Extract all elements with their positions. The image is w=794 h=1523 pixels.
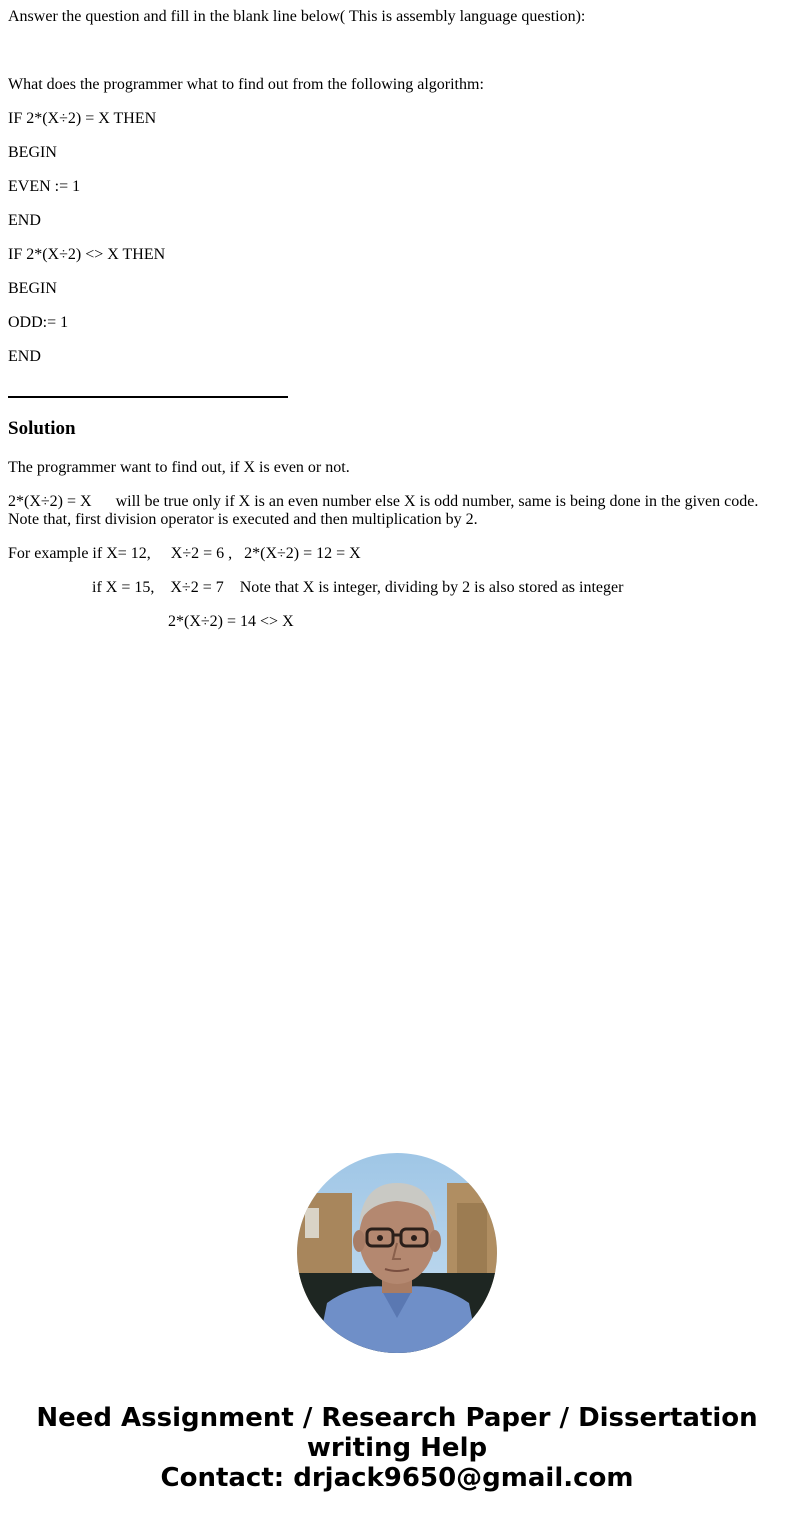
author-photo xyxy=(297,1153,497,1353)
code-line: END xyxy=(8,348,41,365)
solution-heading: Solution xyxy=(8,418,76,439)
code-line: IF 2*(X÷2) = X THEN xyxy=(8,110,157,127)
example-line: For example if X= 12, X÷2 = 6 , 2*(X÷2) = 12 = X xyxy=(8,545,361,562)
answer-blank-line xyxy=(8,396,288,398)
code-line: EVEN := 1 xyxy=(8,178,81,195)
portrait-image xyxy=(297,1153,497,1353)
example-line: 2*(X÷2) = 14 <> X xyxy=(168,613,294,630)
promo-line: writing Help xyxy=(306,1433,488,1463)
question-prompt: Answer the question and fill in the blank line below( This is assembly language question): xyxy=(8,8,586,25)
promo-contact: Contact: drjack9650@gmail.com xyxy=(160,1463,634,1493)
code-line: ODD:= 1 xyxy=(8,314,69,331)
solution-paragraph: The programmer want to find out, if X is even or not. xyxy=(8,459,350,476)
solution-paragraph: 2*(X÷2) = X will be true only if X is an even number else X is odd number, same is being done in the given code. Note that, first division operator is executed and then multiplication by 2. xyxy=(8,493,763,528)
question-ask: What does the programmer what to find out from the following algorithm: xyxy=(8,76,484,93)
example-line: if X = 15, X÷2 = 7 Note that X is integer, dividing by 2 is also stored as integer xyxy=(92,579,624,596)
code-line: END xyxy=(8,212,41,229)
code-line: IF 2*(X÷2) <> X THEN xyxy=(8,246,166,263)
promo-line: Need Assignment / Research Paper / Dissertation xyxy=(36,1403,758,1433)
code-line: BEGIN xyxy=(8,144,57,161)
code-line: BEGIN xyxy=(8,280,57,297)
promo-banner xyxy=(0,1403,794,1493)
